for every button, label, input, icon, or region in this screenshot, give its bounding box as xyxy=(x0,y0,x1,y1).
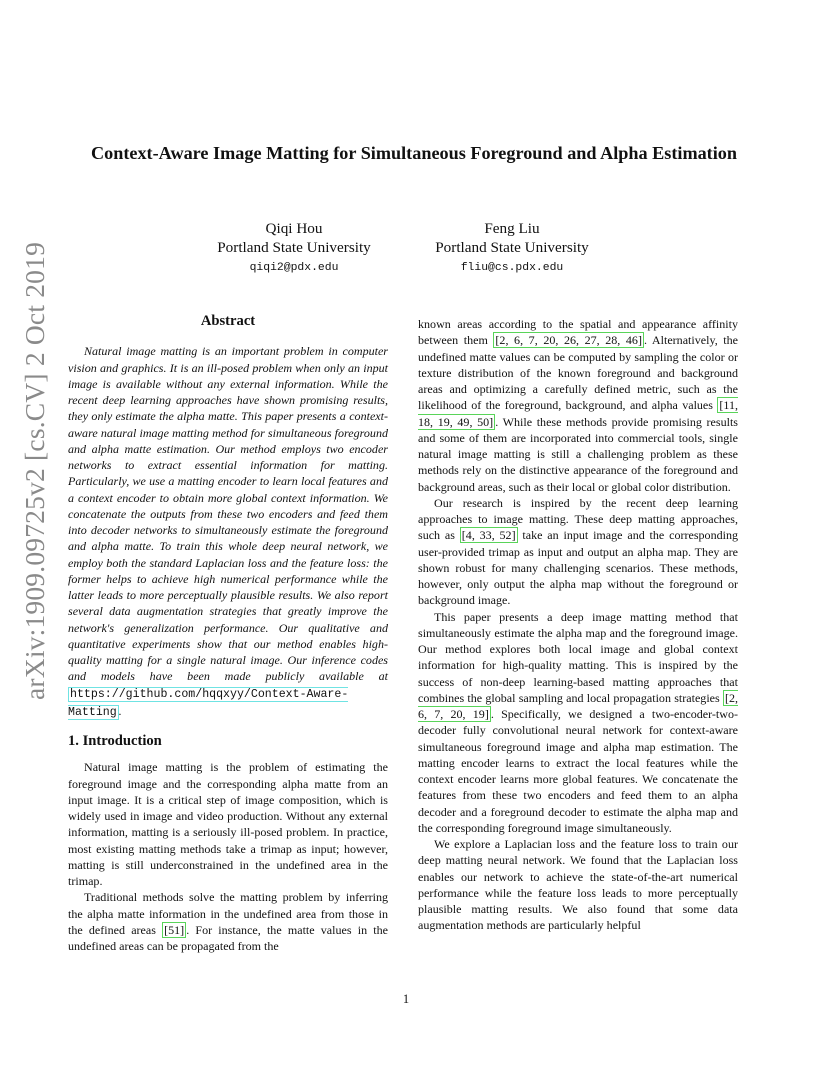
arxiv-identifier: arXiv:1909.09725v2 [cs.CV] 2 Oct 2019 xyxy=(19,241,50,700)
citation-link[interactable]: [51] xyxy=(164,922,185,937)
page-number: 1 xyxy=(402,992,410,1006)
author-affiliation: Portland State University xyxy=(435,239,589,256)
paragraph: This paper presents a deep image matting method that simultaneously estimate the alpha map and the foreground image. Our method explores both local image and global context information for high-quality matting. This is inspired by the success of non-deep learning-based matting approaches that combines the global sampling and local propagation strategies [2, 6, 7, 20, 19] . Specifically, we designed a two-encoder-two-decoder fully convolutional neural network for context-aware simultaneous foreground image and alpha map estimation. The matting encoder learns to extract the local features while the context encoder learns more global features. We concatenate the features from these two encoders and feed them to an alpha decoder and a foreground decoder to estimate the alpha map and the corresponding foreground image simultaneously. xyxy=(418,609,738,835)
paragraph: Our research is inspired by the recent deep learning approaches to image matting. These deep matting approaches, such as [4, 33, 52] take an input image and the corresponding user-provided trimap as input and output an alpha map. They are shown robust for many challenging scenarios. These methods, however, only output the alpha map without the foreground or background image. xyxy=(418,495,739,608)
citation-link[interactable]: [2, 6, 7, 20, 26, 27, 28, 46] xyxy=(495,333,642,348)
paragraph: known areas according to the spatial and appearance affinity between them [2, 6, 7, 20, 26, 27, 28, 46] . Alternatively, the undefined matte values can be computed by sampling the color or texture distribution of the known foreground and background areas and optimizing a carefully defined metric, such as the likelihood of the foreground, background, and alpha values [11, 18, 19, 49, 50] . While these methods provide promising results and some of them are incorporated into commercial tools, single natural image matting is still a challenging problem as these methods rely on the distinctive appearance of the foreground and background areas, such as their local or global color distribution. xyxy=(418,317,739,494)
author-affiliation: Portland State University xyxy=(217,239,371,256)
code-link[interactable]: https://github.com/hqqxyy/Context-Aware-Matting xyxy=(68,687,349,719)
paragraph: Natural image matting is the problem of estimating the foreground image and the corresponding alpha matte from an input image. It is a critical step of image composition, which is widely used in image and video production. Without any external information, matting is a seriously ill-posed problem. In practice, most existing matting methods take a trimap as input; however, matting is still underconstrained in the undefined area in the trimap. xyxy=(68,760,388,888)
right-column xyxy=(418,316,738,934)
paragraph: We explore a Laplacian loss and the feature loss to train our deep matting neural network. We found that the Laplacian loss enables our network to achieve the state-of-the-art numerical performance while the feature loss leads to more perceptually plausible matting results. We also found that some data augmentation methods are particularly helpful xyxy=(418,837,738,933)
citation-link[interactable]: [4, 33, 52] xyxy=(461,528,516,543)
citation-link[interactable]: [2, 6, 7, 20, 19] xyxy=(418,690,738,721)
section-heading-introduction: 1. Introduction xyxy=(68,733,162,749)
author-name: Feng Liu xyxy=(484,220,540,237)
paragraph: Traditional methods solve the matting problem by inferring the alpha matte information in the undefined area from those in the defined areas [51] . For instance, the matte values in the undefined areas can be propagated from the xyxy=(68,890,389,953)
author-email: qiqi2@pdx.edu xyxy=(249,262,339,274)
author-name: Qiqi Hou xyxy=(265,220,323,237)
paper-title: Context-Aware Image Matting for Simultaneous Foreground and Alpha Estimation xyxy=(90,143,738,163)
left-column xyxy=(68,313,388,954)
abstract-heading: Abstract xyxy=(200,313,256,329)
author-block-2 xyxy=(392,219,632,279)
abstract-text: Natural image matting is an important problem in computer vision and graphics. It is an ill-posed problem when only an input image is available without any external information. While the recent deep learning approaches have shown promising results, they only estimate the alpha matte. This paper presents a context-aware natural image matting method for simultaneous foreground and alpha matte estimation. Our method employs two encoder networks to extract essential information for matting. Particularly, we use a matting encoder to learn local features and a context encoder to obtain more global context information. We concatenate the outputs from these two encoders and feed them into decoder networks to simultaneously estimate the foreground and alpha matte. To train this whole deep neural network, we employ both the standard Laplacian loss and the feature loss: the former helps to achieve high numerical performance while the latter leads to more perceptually plausible results. We also report several data augmentation strategies that greatly improve the network's generalization performance. Our qualitative and quantitative experiments show that our method enables high-quality matting for a single natural image. Our inference codes and models have been made publicly available at https://github.com/hqqxyy/Context-Aware-Matting . xyxy=(68,344,388,719)
abstract xyxy=(68,343,388,721)
author-block-1 xyxy=(174,219,414,279)
author-email: fliu@cs.pdx.edu xyxy=(460,262,564,274)
citation-link[interactable]: [11, 18, 19, 49, 50] xyxy=(418,398,738,429)
